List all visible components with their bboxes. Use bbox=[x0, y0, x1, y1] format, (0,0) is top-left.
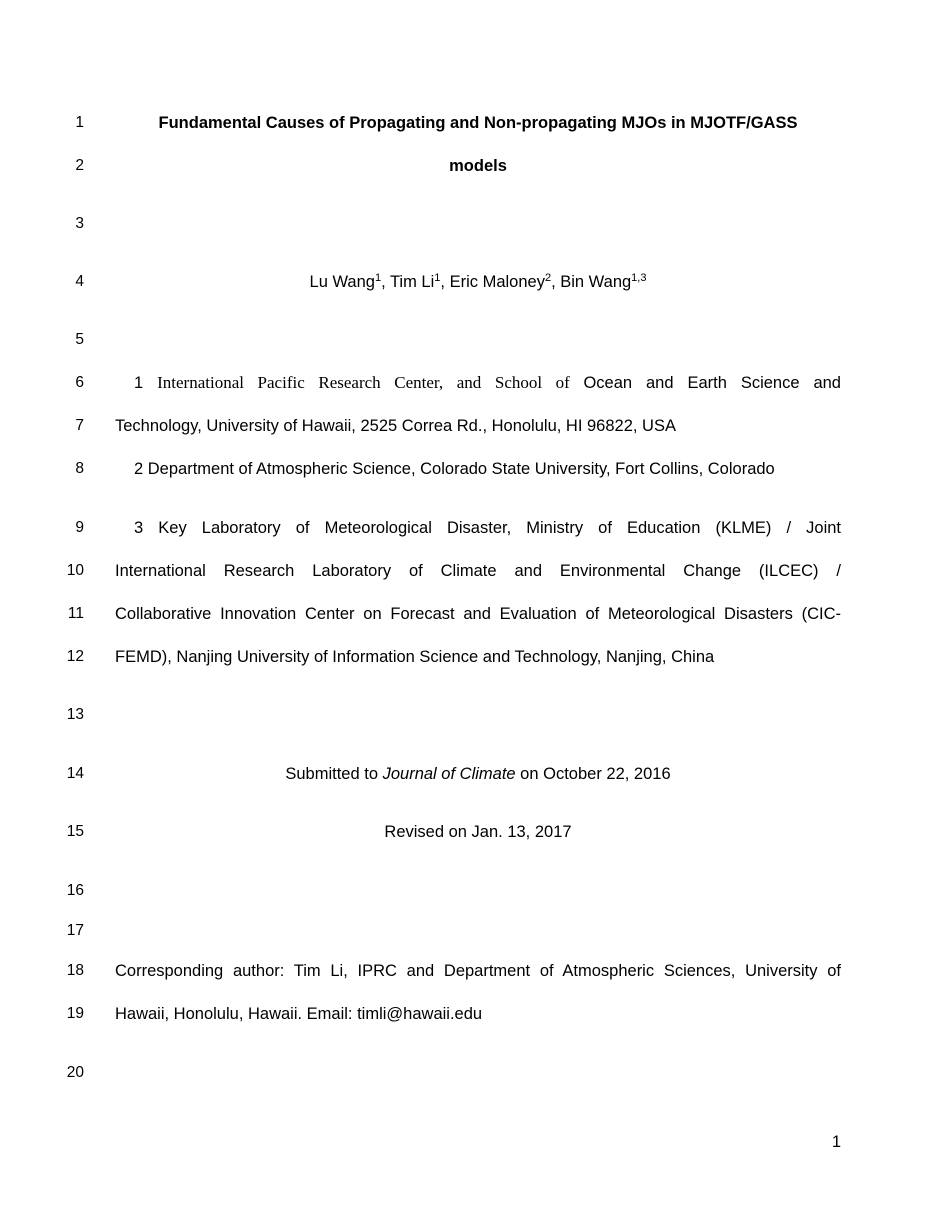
author-superscript: 1 bbox=[434, 272, 441, 284]
affiliation-3-line-3: Collaborative Innovation Center on Forecast and Evaluation of Meteorological Disasters (CIC- bbox=[115, 605, 841, 623]
corresponding-author-line-2: Hawaii, Honolulu, Hawaii. Email: timli@hawaii.edu bbox=[115, 1005, 483, 1023]
author-superscript: 1 bbox=[374, 272, 382, 284]
page-footer bbox=[0, 1130, 952, 1154]
revised-line: Revised on Jan. 13, 2017 bbox=[384, 823, 572, 841]
manuscript-line bbox=[0, 762, 952, 786]
line-number: 4 bbox=[75, 273, 84, 290]
authors-line bbox=[115, 270, 841, 294]
manuscript-line bbox=[0, 559, 952, 583]
manuscript-line bbox=[0, 703, 952, 727]
line-number: 12 bbox=[66, 648, 84, 665]
author-superscript: 2 bbox=[544, 272, 552, 284]
manuscript-line bbox=[0, 919, 952, 943]
manuscript-line bbox=[0, 959, 952, 983]
line-number: 16 bbox=[66, 882, 84, 899]
affiliation-1-line-2: Technology, University of Hawaii, 2525 Correa Rd., Honolulu, HI 96822, USA bbox=[115, 417, 676, 435]
affiliation-3-line-2: International Research Laboratory of Climate and Environmental Change (ILCEC) / bbox=[115, 562, 841, 580]
line-number: 7 bbox=[75, 417, 84, 434]
line-number: 2 bbox=[75, 157, 84, 174]
line-number: 18 bbox=[66, 962, 84, 979]
line-number: 11 bbox=[67, 605, 84, 622]
line-number: 14 bbox=[66, 765, 84, 782]
submitted-line bbox=[115, 762, 841, 786]
manuscript-line bbox=[0, 602, 952, 626]
manuscript-line bbox=[0, 111, 952, 135]
affiliation-1-sans-text: Ocean and Earth Science and bbox=[583, 374, 841, 392]
line-number: 1 bbox=[75, 114, 84, 131]
manuscript-line bbox=[0, 154, 952, 178]
submitted-prefix: Submitted to bbox=[285, 765, 383, 783]
line-number: 13 bbox=[66, 706, 84, 723]
affiliation-1-line-1 bbox=[115, 371, 841, 395]
journal-name: Journal of Climate bbox=[382, 765, 516, 783]
manuscript-line bbox=[0, 414, 952, 438]
author-superscript: 1,3 bbox=[631, 272, 647, 284]
affiliation-1-number: 1 bbox=[134, 374, 158, 392]
manuscript-line bbox=[0, 645, 952, 669]
line-number: 9 bbox=[75, 519, 84, 536]
affiliation-1-serif-text: International Pacific Research Center, and School of bbox=[157, 373, 584, 392]
author-name: , Bin Wang bbox=[551, 273, 632, 291]
line-number: 8 bbox=[75, 460, 84, 477]
manuscript-line bbox=[0, 270, 952, 294]
line-number: 3 bbox=[75, 215, 84, 232]
corresponding-author-line-1: Corresponding author: Tim Li, IPRC and Department of Atmospheric Sciences, University of bbox=[115, 962, 841, 980]
author-name: Lu Wang bbox=[309, 273, 375, 291]
author-name: , Tim Li bbox=[381, 273, 435, 291]
manuscript-line bbox=[0, 328, 952, 352]
line-number: 20 bbox=[66, 1064, 84, 1081]
affiliation-3-line-4: FEMD), Nanjing University of Information Science and Technology, Nanjing, China bbox=[115, 648, 715, 666]
line-number: 19 bbox=[66, 1005, 84, 1022]
line-number: 5 bbox=[75, 331, 84, 348]
submitted-suffix: on October 22, 2016 bbox=[515, 765, 671, 783]
title-line-1: Fundamental Causes of Propagating and Non-propagating MJOs in MJOTF/GASS bbox=[158, 114, 798, 132]
manuscript-line bbox=[0, 516, 952, 540]
line-number: 15 bbox=[66, 823, 84, 840]
manuscript-line bbox=[0, 879, 952, 903]
page-number: 1 bbox=[831, 1133, 841, 1151]
line-number: 17 bbox=[66, 922, 84, 939]
affiliation-2: 2 Department of Atmospheric Science, Colorado State University, Fort Collins, Colorado bbox=[134, 460, 775, 478]
manuscript-line bbox=[0, 371, 952, 395]
title-line-2: models bbox=[449, 157, 507, 175]
manuscript-line bbox=[0, 820, 952, 844]
author-name: , Eric Maloney bbox=[440, 273, 545, 291]
line-number: 10 bbox=[66, 562, 84, 579]
manuscript-line bbox=[0, 1002, 952, 1026]
affiliation-3-line-1: 3 Key Laboratory of Meteorological Disaster, Ministry of Education (KLME) / Joint bbox=[134, 519, 841, 537]
manuscript-line bbox=[0, 457, 952, 481]
manuscript-line bbox=[0, 212, 952, 236]
line-number: 6 bbox=[75, 374, 84, 391]
manuscript-line bbox=[0, 1061, 952, 1085]
